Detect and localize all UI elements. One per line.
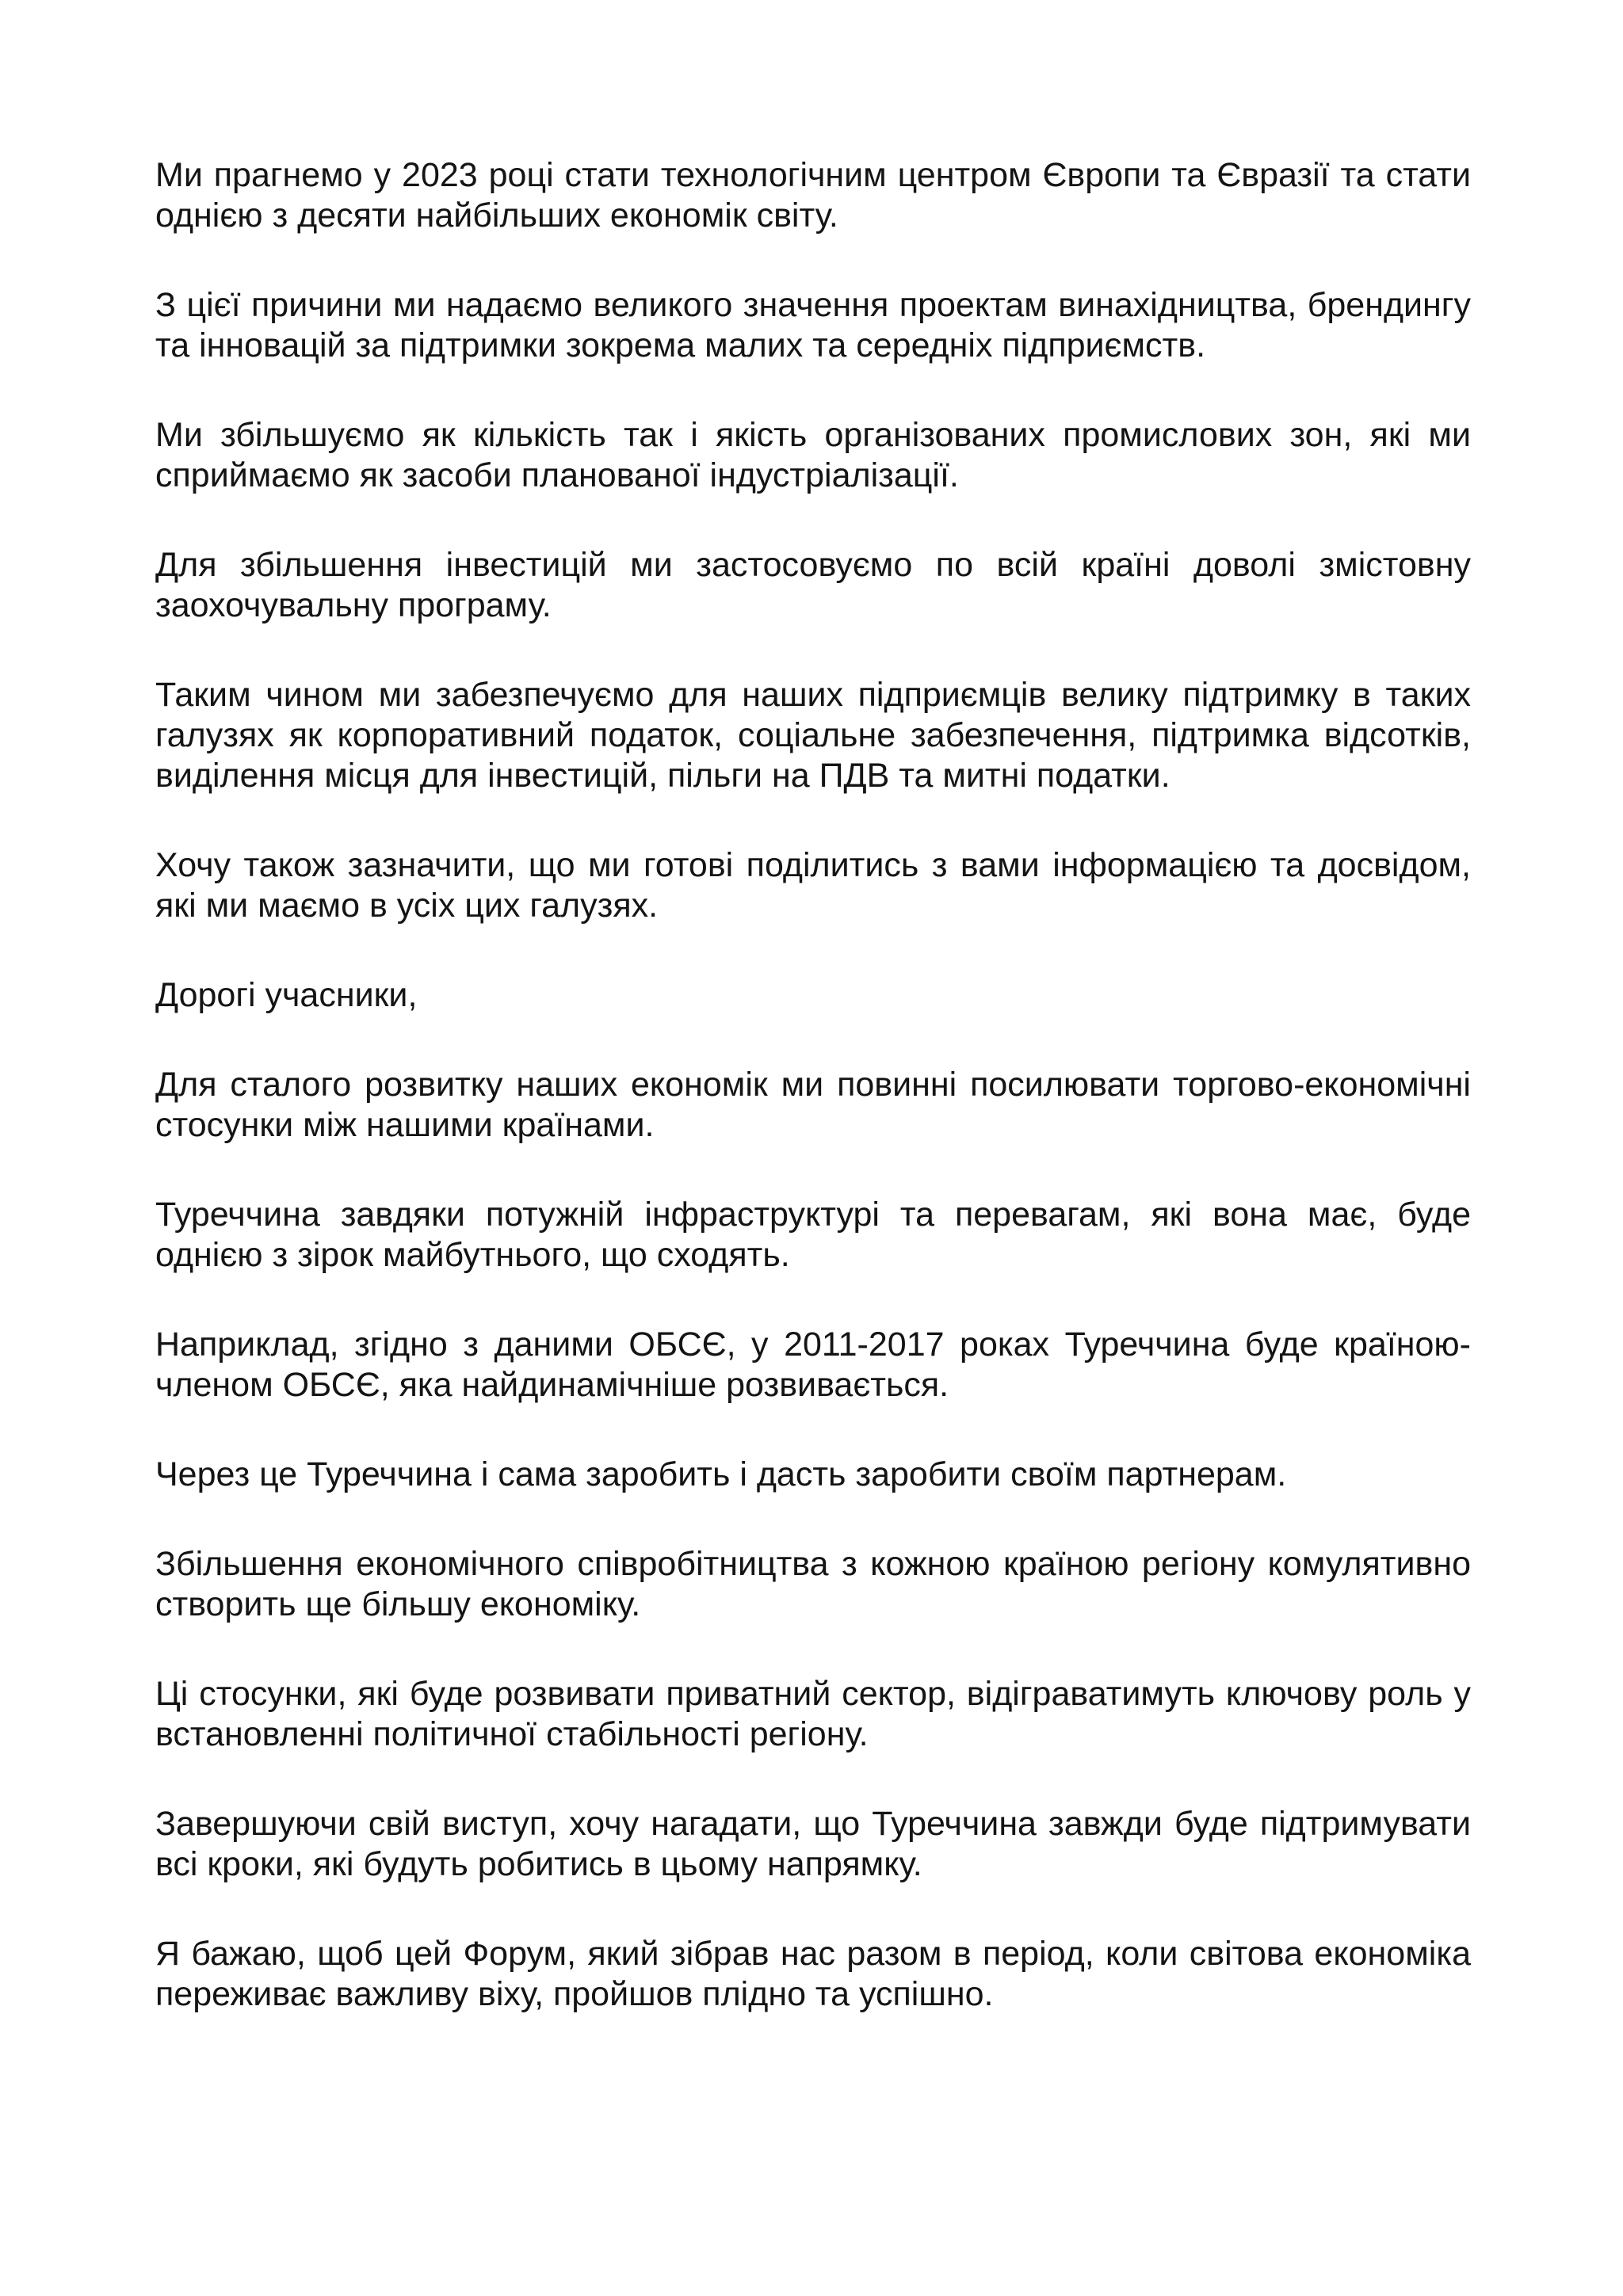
document-body: [155, 155, 1471, 2064]
paragraph: З цієї причини ми надаємо великого значення проектам винахідництва, брендингу та інновацій за підтримки зокрема малих та середніх підприємств.: [155, 286, 1471, 364]
paragraph: Хочу також зазначити, що ми готові поділитись з вами інформацією та досвідом, які ми маємо в усіх цих галузях.: [155, 846, 1471, 925]
paragraph: Завершуючи свій виступ, хочу нагадати, що Туреччина завжди буде підтримувати всі кроки, які будуть робитись в цьому напрямку.: [155, 1805, 1471, 1883]
paragraph: Для збільшення інвестицій ми застосовуємо по всій країні доволі змістовну заохочувальну програму.: [155, 546, 1471, 624]
paragraph: Ці стосунки, які буде розвивати приватний сектор, відіграватимуть ключову роль у встановленні політичної стабільності регіону.: [155, 1675, 1471, 1753]
closing-paragraph: Я бажаю, щоб цей Форум, який зібрав нас разом в період, коли світова економіка переживає важливу віху, пройшов плідно та успішно.: [155, 1935, 1471, 2013]
paragraph: Для сталого розвитку наших економік ми повинні посилювати торгово-економічні стосунки між нашими країнами.: [155, 1066, 1471, 1144]
paragraph: Ми збільшуємо як кількість так і якість організованих промислових зон, які ми сприймаємо як засоби планованої індустріалізації.: [155, 416, 1471, 494]
paragraph: Наприклад, згідно з даними ОБСЄ, у 2011-2017 роках Туреччина буде країною-членом ОБСЄ, яка найдинамічніше розвивається.: [155, 1325, 1471, 1404]
paragraph: Ми прагнемо у 2023 році стати технологічним центром Європи та Євразії та стати однією з десяти найбільших економік світу.: [155, 156, 1471, 235]
salutation: Дорогі учасники,: [155, 976, 418, 1014]
paragraph: Збільшення економічного співробітництва з кожною країною регіону комулятивно створить ще більшу економіку.: [155, 1545, 1471, 1623]
paragraph: Туреччина завдяки потужній інфраструктурі та перевагам, які вона має, буде однією з зірок майбутнього, що сходять.: [155, 1196, 1471, 1274]
paragraph: Через це Туреччина і сама заробить і дасть заробити своїм партнерам.: [155, 1455, 1287, 1493]
paragraph: Таким чином ми забезпечуємо для наших підприємців велику підтримку в таких галузях як корпоративний податок, соціальне забезпечення, підтримка відсотків, виділення місця для інвестицій, пільги на ПДВ та митні податки.: [155, 676, 1471, 795]
